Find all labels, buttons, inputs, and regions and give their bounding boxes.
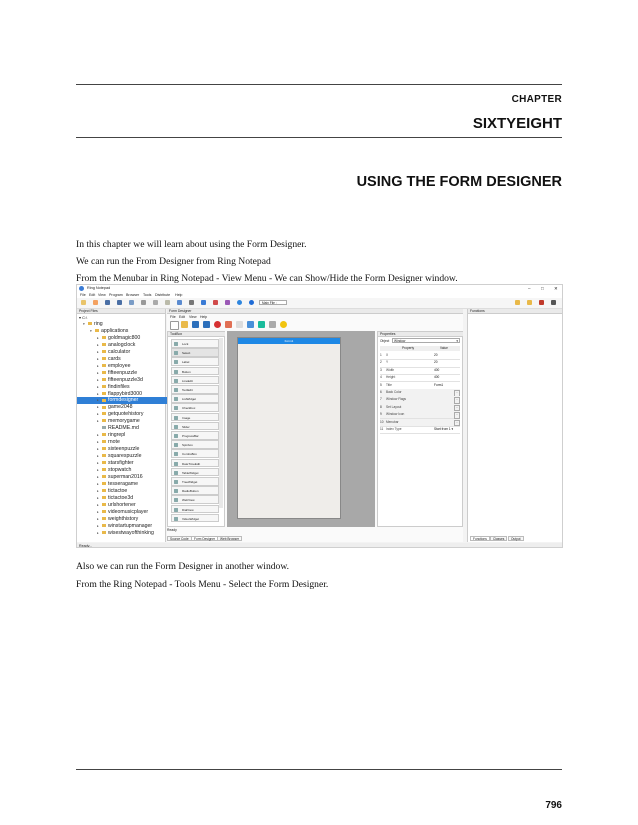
tree-item[interactable]: [77, 321, 169, 327]
tab-functions[interactable]: Functions: [470, 536, 490, 541]
widget-icon: [174, 342, 178, 346]
folder-icon: [102, 343, 106, 346]
folder-icon: [102, 406, 106, 409]
footer-rule: [76, 769, 562, 770]
property-index: 5: [380, 382, 382, 387]
property-edit-button[interactable]: ...: [454, 420, 460, 427]
folder-icon: [102, 524, 106, 527]
toolbox-item[interactable]: [171, 394, 219, 403]
chevron-right-icon[interactable]: ▸: [97, 433, 99, 438]
toolbox-item-label: Image: [182, 415, 191, 420]
save-as-icon[interactable]: [117, 300, 122, 305]
toolbox-item[interactable]: [171, 505, 219, 514]
window-titlebar: [77, 285, 562, 292]
folder-icon: [102, 440, 106, 443]
toolbox-item-label: LineEdit: [182, 378, 193, 383]
widget-icon: [174, 360, 178, 364]
tree-item-label: memorygame: [108, 418, 140, 425]
widget-icon: [174, 416, 178, 420]
property-index: 7: [380, 397, 382, 402]
widget-icon: [174, 443, 178, 447]
toolbox-item-label: Slider: [182, 424, 190, 429]
toolbox-item-label: DateTimeEdit: [182, 461, 201, 466]
tree-item-label: weighthistory: [108, 515, 139, 522]
widget-icon: [174, 489, 178, 493]
run-icon[interactable]: [201, 300, 206, 305]
save-right-icon[interactable]: [527, 300, 532, 305]
chevron-right-icon[interactable]: ▸: [97, 405, 99, 410]
chevron-right-icon[interactable]: ▸: [97, 523, 99, 528]
folder-icon: [102, 503, 106, 506]
tree-item-label: urlshortener: [108, 501, 136, 508]
toolbox-item-label: TableWidget: [182, 470, 199, 475]
paragraph-intro: In this chapter we will learn about using the Form Designer.: [76, 239, 307, 250]
property-index: 3: [380, 367, 382, 372]
browser-icon[interactable]: [237, 300, 242, 305]
toolbox-item-label: ComboBox: [182, 452, 197, 457]
property-edit-button[interactable]: ...: [454, 412, 460, 419]
tree-item-label: wisestwayofthinking: [108, 529, 154, 536]
folder-icon: [102, 482, 106, 485]
chevron-right-icon[interactable]: ▸: [97, 467, 99, 472]
tree-item-label: formdesigner: [108, 397, 139, 404]
ring-logo-icon: [79, 286, 84, 291]
folder-icon: [102, 371, 106, 374]
paragraph-menubar: From the Menubar in Ring Notepad - View Menu - We can Show/Hide the Form Designer window.: [76, 273, 458, 284]
open-folder-icon[interactable]: [93, 300, 98, 305]
property-index: 11: [380, 427, 384, 431]
toolbox-item-label: WebView: [182, 498, 195, 503]
folder-icon: [102, 510, 106, 513]
toolbox-item-label: Checkbox: [182, 406, 196, 411]
toolbox-item-label: DialView: [182, 507, 194, 512]
exit-right-icon[interactable]: [551, 300, 556, 305]
tree-item-label: applications: [101, 327, 129, 334]
tree-item-label: flappybird3000: [108, 390, 143, 397]
toolbox-scrollbar[interactable]: [219, 338, 223, 508]
toolbox-item-label: Select: [182, 351, 191, 356]
font-icon[interactable]: [189, 300, 194, 305]
paragraph-run: We can run the From Designer from Ring Notepad: [76, 256, 271, 267]
property-value[interactable]: Form1: [434, 382, 444, 387]
object-label: Object: [380, 339, 390, 343]
debug-icon[interactable]: [213, 300, 218, 305]
toolbox-item[interactable]: [171, 431, 219, 440]
tab-output[interactable]: Output: [508, 536, 524, 541]
chevron-right-icon[interactable]: ▸: [97, 502, 99, 507]
folder-icon: [102, 350, 106, 353]
tree-item-label: goldmagic800: [108, 334, 141, 341]
property-name: Back Color: [386, 390, 402, 394]
widget-icon: [174, 517, 178, 521]
fd-save-icon[interactable]: [192, 321, 199, 328]
toolbox-item-label: Label: [182, 360, 190, 365]
properties-title: Properties: [378, 332, 463, 337]
widget-icon: [174, 462, 178, 466]
chevron-right-icon[interactable]: ▸: [97, 342, 99, 347]
tree-item-label: fifteenpuzzle: [108, 369, 138, 376]
paragraph-tools-menu: From the Ring Notepad - Tools Menu - Select the Form Designer.: [76, 579, 329, 590]
menu-distribute[interactable]: Distribute: [155, 293, 171, 297]
fd-code-icon[interactable]: [225, 321, 232, 328]
chevron-right-icon[interactable]: ▸: [97, 349, 99, 354]
widget-icon: [174, 498, 178, 502]
property-name: Window Flags: [386, 397, 407, 402]
main-file-field[interactable]: Main File :: [259, 300, 287, 305]
window-title: Ring Notepad: [87, 286, 111, 290]
chevron-right-icon[interactable]: ▸: [97, 474, 99, 479]
properties-panel: [377, 331, 463, 527]
folder-icon: [102, 461, 106, 464]
form-designer-pane: [167, 309, 463, 542]
property-name: X: [386, 353, 389, 357]
tree-item-label: fifteenpuzzle3d: [108, 376, 143, 383]
gui-run-icon[interactable]: [225, 300, 230, 305]
page-number: 796: [545, 800, 562, 811]
toolbox-item[interactable]: [171, 357, 219, 366]
widget-icon: [174, 388, 178, 392]
chevron-right-icon[interactable]: ▸: [97, 530, 99, 535]
tree-item-label: analogclock: [108, 341, 136, 348]
folder-icon: [102, 517, 106, 520]
fd-menu-view[interactable]: View: [189, 314, 197, 319]
fd-move-icon[interactable]: [247, 321, 254, 328]
property-edit-button[interactable]: ...: [454, 397, 460, 404]
folder-icon: [102, 419, 106, 422]
chevron-right-icon[interactable]: ▸: [97, 370, 99, 375]
tree-item-label: sixteenpuzzle: [108, 446, 140, 453]
toolbox-item-label: Lock: [182, 342, 189, 346]
property-name: Index Type: [386, 427, 402, 431]
property-index: 6: [380, 390, 382, 394]
right-tabs: [468, 536, 563, 542]
folder-icon: [102, 412, 106, 415]
fd-save-as-icon[interactable]: [203, 321, 210, 328]
chevron-right-icon[interactable]: ▸: [97, 377, 99, 382]
toolbox-item[interactable]: [171, 339, 219, 348]
menu-browser[interactable]: Browser: [126, 293, 140, 297]
top-rule: [76, 84, 562, 85]
folder-icon: [102, 454, 106, 457]
tree-item-label: stopwatch: [108, 466, 132, 473]
folder-icon: [88, 322, 92, 325]
tree-item-label: ringrepl: [108, 432, 126, 439]
property-value[interactable]: Start from 1 ▾: [434, 427, 454, 431]
form-window[interactable]: [237, 337, 341, 519]
tree-item-label: getquotehistory: [108, 411, 144, 418]
project-files-pane: [77, 309, 166, 542]
object-select[interactable]: [392, 338, 460, 343]
new-file-icon[interactable]: [81, 300, 86, 305]
folder-icon: [102, 433, 106, 436]
tree-item-label: tictactoe3d: [108, 494, 134, 501]
tree-item-label: tictactoe: [108, 487, 128, 494]
property-header: Property: [402, 346, 415, 350]
widget-icon: [174, 351, 178, 355]
chevron-right-icon[interactable]: ▸: [97, 454, 99, 459]
toolbox-item[interactable]: [171, 348, 219, 357]
fd-tools-icon[interactable]: [269, 321, 276, 328]
folder-icon: [102, 378, 106, 381]
toolbox-item[interactable]: [171, 477, 219, 486]
toolbox-item[interactable]: [171, 468, 219, 477]
folder-icon: [102, 399, 106, 402]
widget-icon: [174, 425, 178, 429]
toolbox-item-label: TreeWidget: [182, 480, 198, 484]
fd-open-icon[interactable]: [181, 321, 188, 328]
toolbox-item-label: ProgressBar: [182, 434, 199, 438]
fd-exit-icon[interactable]: [214, 321, 221, 328]
folder-icon: [95, 329, 99, 332]
bottom-tabs: [167, 536, 327, 542]
widget-icon: [174, 480, 178, 484]
toolbox-item[interactable]: [171, 422, 219, 431]
menu-edit[interactable]: Edit: [89, 293, 96, 297]
tree-item-label: findinfiles: [108, 383, 130, 390]
fd-palette-icon[interactable]: [280, 321, 287, 328]
copy-icon[interactable]: [153, 300, 158, 305]
property-index: 8: [380, 404, 382, 409]
chevron-right-icon[interactable]: ▸: [97, 516, 99, 521]
menu-program[interactable]: Program: [109, 293, 123, 297]
widget-icon: [174, 471, 178, 475]
menu-tools[interactable]: Tools: [143, 293, 152, 297]
property-name: Title: [386, 382, 392, 387]
close-button[interactable]: ✕: [554, 285, 558, 291]
folder-icon: [102, 468, 106, 471]
property-value[interactable]: 20: [434, 360, 438, 365]
toolbox-item[interactable]: [171, 449, 219, 458]
toolbox-item-label: Spinbox: [182, 443, 193, 448]
property-name: Set Layout: [386, 404, 402, 409]
property-index: 10: [380, 419, 384, 424]
widget-icon: [174, 406, 178, 410]
property-row[interactable]: [380, 426, 460, 434]
chapter-label: CHAPTER: [511, 94, 562, 105]
folder-icon: [102, 392, 106, 395]
fd-check-icon[interactable]: [236, 321, 243, 328]
tab-form-designer[interactable]: Form Designer: [191, 536, 218, 541]
paste-icon[interactable]: [165, 300, 170, 305]
property-edit-button[interactable]: ...: [454, 390, 460, 397]
undo-icon[interactable]: [129, 300, 134, 305]
property-name: Menubar: [386, 419, 399, 424]
object-select-value: Window: [394, 339, 406, 343]
property-value[interactable]: 400: [434, 375, 440, 380]
chevron-right-icon[interactable]: ▸: [97, 384, 99, 389]
minimize-button[interactable]: –: [528, 285, 531, 291]
project-files-title: Project Files: [77, 309, 165, 314]
widget-icon: [174, 452, 178, 456]
fd-menu-help[interactable]: Help: [200, 314, 208, 319]
tab-classes[interactable]: Classes: [490, 536, 507, 541]
fd-up-icon[interactable]: [258, 321, 265, 328]
widget-icon: [174, 370, 178, 374]
property-name: Y: [386, 360, 389, 365]
property-name: Window Icon: [386, 412, 405, 417]
design-canvas: [227, 331, 375, 527]
file-icon: [102, 426, 106, 429]
toolbox-item[interactable]: [171, 403, 219, 412]
fd-menu-file[interactable]: File: [170, 314, 176, 319]
folder-icon: [102, 364, 106, 367]
paragraph-another-window: Also we can run the Form Designer in another window.: [76, 561, 290, 572]
tree-item-label: employee: [108, 362, 131, 369]
chevron-right-icon[interactable]: ▸: [97, 447, 99, 452]
property-value[interactable]: 20: [434, 353, 438, 357]
property-index: 2: [380, 360, 382, 365]
status-bar: Ready...: [77, 543, 562, 548]
tree-item-label: game2048: [108, 404, 133, 411]
folder-icon: [102, 447, 106, 450]
folder-right-icon[interactable]: [515, 300, 520, 305]
chevron-down-icon[interactable]: ▾: [83, 322, 85, 326]
chevron-right-icon[interactable]: ▸: [97, 488, 99, 493]
toolbox-item[interactable]: [171, 367, 219, 376]
help-icon[interactable]: [249, 300, 254, 305]
chevron-right-icon[interactable]: ▸: [97, 495, 99, 500]
property-value[interactable]: 400: [434, 367, 440, 372]
toolbox-item[interactable]: [171, 440, 219, 449]
tree-item-label: superman2016: [108, 473, 143, 480]
folder-icon: [102, 531, 106, 534]
toolbox-item[interactable]: [171, 495, 219, 504]
toolbox-item-label: RadioButton: [182, 489, 199, 494]
chevron-right-icon[interactable]: ▸: [97, 509, 99, 514]
tree-item[interactable]: [77, 328, 176, 334]
menu-view[interactable]: View: [98, 293, 106, 297]
section-title: USING THE FORM DESIGNER: [356, 174, 562, 190]
property-index: 4: [380, 375, 382, 380]
property-name: Height: [386, 375, 396, 380]
tree-item-label: videomusicplayer: [108, 508, 149, 515]
widget-icon: [174, 397, 178, 401]
widget-icon: [174, 379, 178, 383]
property-index: 1: [380, 353, 382, 357]
tree-item-label: squarespuzzle: [108, 453, 142, 460]
toolbox-item[interactable]: [171, 514, 219, 523]
fd-new-icon[interactable]: [170, 321, 179, 330]
chevron-right-icon[interactable]: ▸: [97, 419, 99, 424]
title-rule: [76, 137, 562, 138]
chevron-right-icon[interactable]: ▸: [97, 440, 99, 445]
folder-icon: [102, 385, 106, 388]
chevron-right-icon[interactable]: ▸: [97, 335, 99, 340]
folder-icon: [102, 336, 106, 339]
chevron-right-icon[interactable]: ▸: [97, 363, 99, 368]
property-edit-button[interactable]: ...: [454, 405, 460, 412]
main-toolbar: [77, 298, 562, 309]
toolbox-item[interactable]: [171, 376, 219, 385]
drive-selector[interactable]: ▾ C:\: [79, 315, 88, 320]
value-header: Value: [440, 346, 448, 350]
toolbox-item[interactable]: [171, 486, 219, 495]
toolbox-item[interactable]: [171, 413, 219, 422]
menu-file[interactable]: File: [80, 293, 86, 297]
toolbox-item-label: ListWidget: [182, 397, 197, 402]
folder-icon: [102, 489, 106, 492]
folder-icon: [102, 475, 106, 478]
maximize-button[interactable]: □: [541, 285, 544, 291]
chevron-down-icon: ▾: [456, 339, 458, 343]
widget-icon: [174, 508, 178, 512]
tree-item-label: winstartupmanager: [108, 522, 153, 529]
properties-header-row: [380, 346, 460, 351]
tab-source-code[interactable]: Source Code: [167, 536, 192, 541]
folder-icon: [102, 496, 106, 499]
tree-item-label: tesseragame: [108, 480, 138, 487]
toolbox-item-label: Button: [182, 369, 191, 374]
tree-item-label: cards: [108, 355, 121, 362]
fd-menu-edit[interactable]: Edit: [179, 314, 186, 319]
toolbox-item-label: VideoWidget: [182, 516, 199, 521]
cut-icon[interactable]: [141, 300, 146, 305]
toolbox-title: ToolBox: [168, 332, 225, 337]
chevron-right-icon[interactable]: ▸: [97, 481, 99, 486]
chevron-right-icon[interactable]: ▸: [97, 398, 99, 403]
fd-ready-label: Ready: [167, 528, 177, 532]
tree-item-label: README.md: [108, 425, 139, 432]
toolbox-panel: [167, 331, 225, 527]
widget-icon: [174, 434, 178, 438]
form-title: Form1: [238, 338, 340, 344]
tree-item-label: rnote: [108, 439, 120, 446]
tree-item-label: ring: [94, 321, 103, 327]
chevron-right-icon[interactable]: ▸: [97, 461, 99, 465]
toolbox-item[interactable]: [171, 459, 219, 468]
toolbox-item[interactable]: [171, 385, 219, 394]
settings-right-icon[interactable]: [539, 300, 544, 305]
menu-help[interactable]: Help: [175, 293, 183, 297]
chapter-title: SIXTYEIGHT: [472, 115, 562, 132]
chevron-right-icon[interactable]: ▸: [97, 356, 99, 361]
tree-item-label: starsfighter: [108, 460, 134, 466]
find-icon[interactable]: [177, 300, 182, 305]
toolbox-item-label: TextEdit: [182, 388, 193, 392]
tab-web-browser[interactable]: Web Browser: [217, 536, 242, 541]
ring-notepad-screenshot: [76, 284, 563, 548]
property-index: 9: [380, 412, 382, 417]
property-name: Width: [386, 367, 395, 372]
chevron-down-icon[interactable]: ▾: [90, 328, 92, 333]
chevron-right-icon[interactable]: ▸: [97, 391, 99, 396]
chevron-right-icon[interactable]: ▸: [97, 412, 99, 417]
save-icon[interactable]: [105, 300, 110, 305]
form-designer-toolbar: [167, 319, 463, 330]
functions-pane: [467, 309, 563, 542]
functions-title: Functions: [468, 309, 563, 314]
folder-icon: [102, 357, 106, 360]
form-designer-title: Form Designer: [167, 309, 463, 314]
tree-item-label: calculator: [108, 348, 131, 355]
